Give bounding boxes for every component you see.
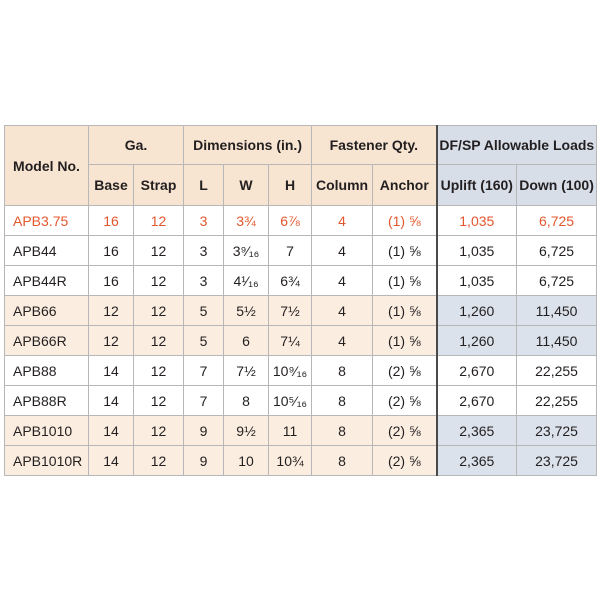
l-cell: 9 (184, 446, 224, 476)
model-cell: APB88 (5, 356, 89, 386)
uplift-cell: 1,260 (437, 326, 517, 356)
column-cell: 4 (312, 236, 373, 266)
anchor-cell: (1) ⅝ (373, 326, 437, 356)
model-cell: APB66 (5, 296, 89, 326)
table-row (5, 266, 597, 296)
base-cell: 12 (89, 296, 134, 326)
model-cell: APB44R (5, 266, 89, 296)
anchor-header: Anchor (373, 165, 437, 206)
strap-cell: 12 (134, 266, 184, 296)
base-cell: 16 (89, 236, 134, 266)
anchor-cell: (2) ⅝ (373, 386, 437, 416)
model-cell: APB1010 (5, 416, 89, 446)
strap-cell: 12 (134, 416, 184, 446)
model-cell: APB44 (5, 236, 89, 266)
anchor-cell: (1) ⅝ (373, 206, 437, 236)
h-cell: 6¾ (269, 266, 312, 296)
column-cell: 8 (312, 356, 373, 386)
l-cell: 7 (184, 356, 224, 386)
w-cell: 7½ (224, 356, 269, 386)
down-cell: 6,725 (517, 206, 597, 236)
h-cell: 7 (269, 236, 312, 266)
base-cell: 16 (89, 266, 134, 296)
down-cell: 22,255 (517, 386, 597, 416)
l-cell: 3 (184, 236, 224, 266)
anchor-cell: (2) ⅝ (373, 446, 437, 476)
anchor-cell: (2) ⅝ (373, 356, 437, 386)
column-cell: 8 (312, 446, 373, 476)
down-cell: 22,255 (517, 356, 597, 386)
column-cell: 8 (312, 386, 373, 416)
table-row (5, 236, 597, 266)
down-cell: 11,450 (517, 296, 597, 326)
uplift-cell: 2,365 (437, 446, 517, 476)
l-cell: 3 (184, 266, 224, 296)
strap-cell: 12 (134, 386, 184, 416)
fastener-header: Fastener Qty. (312, 126, 437, 165)
base-cell: 14 (89, 416, 134, 446)
w-cell: 4¹⁄₁₆ (224, 266, 269, 296)
model-cell: APB88R (5, 386, 89, 416)
base-cell: 14 (89, 356, 134, 386)
l-cell: 3 (184, 206, 224, 236)
column-cell: 4 (312, 326, 373, 356)
down-cell: 23,725 (517, 446, 597, 476)
strap-cell: 12 (134, 206, 184, 236)
uplift-cell: 2,670 (437, 356, 517, 386)
column-cell: 4 (312, 296, 373, 326)
table-row (5, 446, 597, 476)
w-cell: 3¾ (224, 206, 269, 236)
uplift-cell: 2,365 (437, 416, 517, 446)
w-cell: 6 (224, 326, 269, 356)
uplift-header: Uplift (160) (437, 165, 517, 206)
anchor-cell: (1) ⅝ (373, 266, 437, 296)
l-cell: 5 (184, 326, 224, 356)
h-header: H (269, 165, 312, 206)
w-cell: 3⁹⁄₁₆ (224, 236, 269, 266)
l-header: L (184, 165, 224, 206)
strap-header: Strap (134, 165, 184, 206)
l-cell: 5 (184, 296, 224, 326)
uplift-cell: 2,670 (437, 386, 517, 416)
anchor-cell: (1) ⅝ (373, 296, 437, 326)
loads-header: DF/SP Allowable Loads (437, 126, 597, 165)
uplift-cell: 1,035 (437, 266, 517, 296)
table-row (5, 296, 597, 326)
table-row (5, 386, 597, 416)
h-cell: 6⅞ (269, 206, 312, 236)
uplift-cell: 1,035 (437, 236, 517, 266)
h-cell: 7¼ (269, 326, 312, 356)
table-row (5, 356, 597, 386)
table-row (5, 326, 597, 356)
l-cell: 9 (184, 416, 224, 446)
strap-cell: 12 (134, 356, 184, 386)
h-cell: 11 (269, 416, 312, 446)
base-cell: 16 (89, 206, 134, 236)
down-cell: 11,450 (517, 326, 597, 356)
model-cell: APB66R (5, 326, 89, 356)
uplift-cell: 1,035 (437, 206, 517, 236)
w-cell: 9½ (224, 416, 269, 446)
down-cell: 23,725 (517, 416, 597, 446)
strap-cell: 12 (134, 446, 184, 476)
table-body (5, 206, 597, 476)
w-cell: 8 (224, 386, 269, 416)
h-cell: 7½ (269, 296, 312, 326)
table-row (5, 416, 597, 446)
column-cell: 8 (312, 416, 373, 446)
w-cell: 10 (224, 446, 269, 476)
model-header: Model No. (5, 126, 89, 206)
l-cell: 7 (184, 386, 224, 416)
w-header: W (224, 165, 269, 206)
ga-header: Ga. (89, 126, 184, 165)
anchor-cell: (2) ⅝ (373, 416, 437, 446)
anchor-cell: (1) ⅝ (373, 236, 437, 266)
down-header: Down (100) (517, 165, 597, 206)
allowable-loads-table (4, 125, 597, 476)
strap-cell: 12 (134, 326, 184, 356)
uplift-cell: 1,260 (437, 296, 517, 326)
base-cell: 14 (89, 446, 134, 476)
base-header: Base (89, 165, 134, 206)
down-cell: 6,725 (517, 236, 597, 266)
column-cell: 4 (312, 266, 373, 296)
strap-cell: 12 (134, 236, 184, 266)
w-cell: 5½ (224, 296, 269, 326)
table-row (5, 206, 597, 236)
down-cell: 6,725 (517, 266, 597, 296)
column-cell: 4 (312, 206, 373, 236)
dimensions-header: Dimensions (in.) (184, 126, 312, 165)
model-cell: APB3.75 (5, 206, 89, 236)
base-cell: 14 (89, 386, 134, 416)
h-cell: 10⁵⁄₁₆ (269, 386, 312, 416)
model-cell: APB1010R (5, 446, 89, 476)
strap-cell: 12 (134, 296, 184, 326)
base-cell: 12 (89, 326, 134, 356)
column-header: Column (312, 165, 373, 206)
h-cell: 10¾ (269, 446, 312, 476)
h-cell: 10⁹⁄₁₆ (269, 356, 312, 386)
